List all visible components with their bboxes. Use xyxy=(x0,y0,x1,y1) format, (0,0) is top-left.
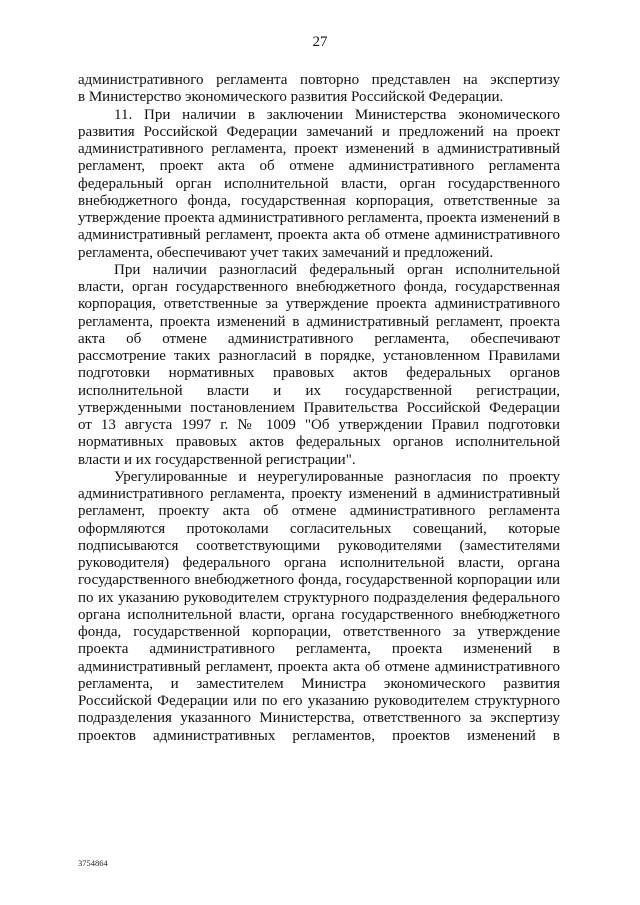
body-text xyxy=(78,72,560,745)
text-line: подготовки нормативных правовых актов федеральных органов xyxy=(78,365,560,382)
text-line: государственного внебюджетного фонда, государственной корпорации или xyxy=(78,572,560,589)
text-line: регламента, обеспечивают учет таких замечаний и предложений. xyxy=(78,244,494,261)
text-line: исполнительной власти и их государственной регистрации, xyxy=(78,382,560,399)
text-line: нормативных правовых актов федеральных органов исполнительной xyxy=(78,434,560,451)
text-line: федеральный орган исполнительной власти, орган государственного xyxy=(78,175,560,192)
document-code: 3754864 xyxy=(78,858,108,868)
paragraph xyxy=(78,262,560,469)
text-line: власти, орган государственного внебюджетного фонда, государственная xyxy=(78,279,560,295)
text-line: подписываются соответствующими руководителями (заместителями xyxy=(78,537,560,554)
text-line: фонда, государственной корпорации, ответственного за утверждение xyxy=(78,624,560,640)
page-number: 27 xyxy=(312,34,328,50)
text-line: регламент, проекту акта об отмене административного регламента xyxy=(78,503,560,520)
text-line: утверждение проекта административного регламента, проекта изменений в xyxy=(78,210,561,226)
text-line: акта об отмене административного регламента, обеспечивают xyxy=(78,330,560,347)
paragraph xyxy=(78,469,560,745)
text-line: органа исполнительной власти, органа государственного внебюджетного xyxy=(78,606,560,623)
text-line: власти и их государственной регистрации". xyxy=(78,451,356,468)
text-line: корпорация, ответственные за утверждение проекта административного xyxy=(78,296,560,313)
text-line: подразделения указанного Министерства, ответственного за экспертизу xyxy=(78,710,560,727)
text-line: Урегулированные и неурегулированные разногласия по проекту xyxy=(114,468,560,485)
text-line: проектов административных регламентов, проектов изменений в xyxy=(78,727,560,744)
text-line: административный регламент, проекта акта об отмене административного xyxy=(78,658,560,675)
text-line: в Министерство экономического развития Российской Федерации. xyxy=(78,89,504,106)
paragraph xyxy=(78,107,560,262)
text-line: регламента, проекта изменений в административный регламент, проекта xyxy=(78,313,560,330)
text-line: утвержденными постановлением Правительства Российской Федерации xyxy=(78,399,560,416)
text-line: руководителя) федерального органа исполнительной власти, органа xyxy=(78,555,560,571)
text-line: рассмотрение таких разногласий в порядке, установленном Правилами xyxy=(78,348,560,364)
text-line: развития Российской Федерации замечаний и предложений на проект xyxy=(78,123,560,140)
text-line: Российской Федерации или по его указанию руководителем структурного xyxy=(78,693,560,709)
text-line: При наличии разногласий федеральный орган исполнительной xyxy=(114,261,560,278)
text-line: проекта административного регламента, проекта изменений в xyxy=(78,641,560,658)
text-line: от 13 августа 1997 г. № 1009 "Об утверждении Правил подготовки xyxy=(78,417,560,433)
text-line: оформляются протоколами согласительных совещаний, которые xyxy=(78,520,560,537)
text-line: 11. При наличии в заключении Министерства экономического xyxy=(114,106,560,123)
text-line: регламента, и заместителем Министра экономического развития xyxy=(78,675,560,692)
text-line: административного регламента, проекту изменений в административный xyxy=(78,486,560,502)
text-line: административный регламент, проекта акта об отмене административного xyxy=(78,227,560,244)
text-line: регламент, проект акта об отмене административного регламента xyxy=(78,158,560,175)
text-line: административного регламента повторно представлен на экспертизу xyxy=(78,72,560,88)
text-line: административного регламента, проект изменений в административный xyxy=(78,141,560,157)
paragraph xyxy=(78,72,560,107)
text-line: внебюджетного фонда, государственная корпорация, ответственные за xyxy=(78,192,560,209)
text-line: по их указанию руководителем структурного подразделения федерального xyxy=(78,589,560,606)
